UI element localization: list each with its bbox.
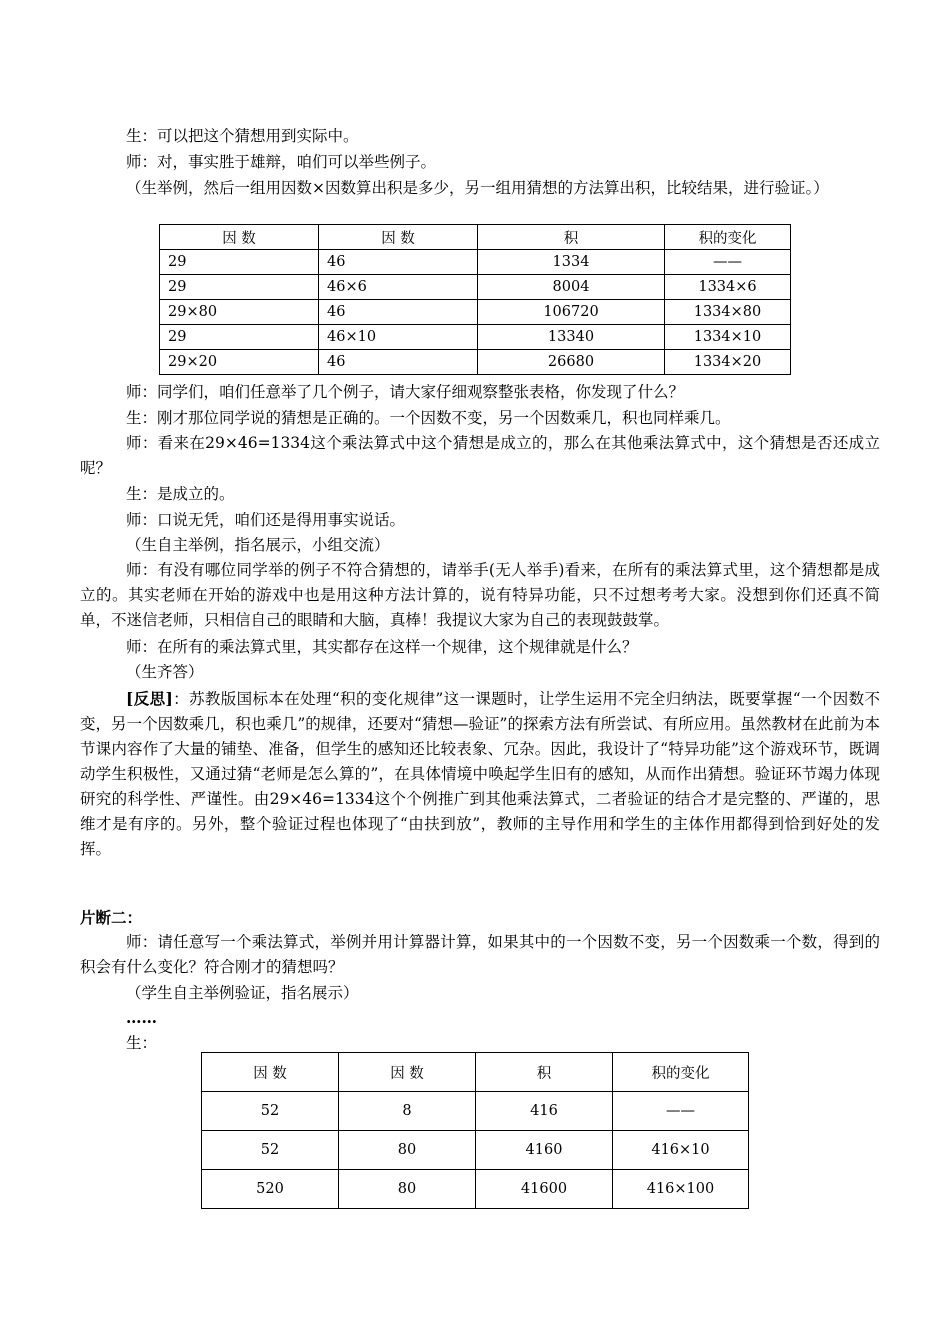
table-cell: 80 [339,1131,476,1170]
table-cell: 1334×10 [665,325,791,350]
table-cell: 106720 [478,300,665,325]
table-cell: 52 [202,1131,339,1170]
reflection-text: ：苏教版国标本在处理“积的变化规律”这一课题时，让学生运用不完全归纳法，既要掌握“一个因数不变，另一个因数乘几，积也乘几”的规律，还要对“猜想—验证”的探索方法有所尝试、有所应用。虽然教材在此前为本节课内容作了大量的铺垫、准备，但学生的感知还比较表象、冗杂。因此，我设计了“特异功能”这个游戏环节，既调动学生积极性，又通过猜“老师是怎么算的”，在具体情境中唤起学生旧有的感知，从而作出猜想。验证环节竭力体现研究的科学性、严谨性。由29×46=1334这个个例推广到其他乘法算式，二者验证的结合才是完整的、严谨的，思维才是有序的。另外，整个验证过程也体现了“由扶到放”，教师的主导作用和学生的主体作用都得到恰到好处的发挥。 [80,690,880,858]
reflection-label: [反思] [126,689,173,708]
table-1-header-cell: 因 数 [160,225,319,250]
table-1-header-cell: 因 数 [319,225,478,250]
table-row [160,350,791,375]
teacher-line-6: 师：在所有的乘法算式里，其实都存在这样一个规律，这个规律就是什么？ [126,638,638,656]
table-cell: 41600 [476,1170,613,1209]
student-line-1: 生：可以把这个猜想用到实际中。 [126,127,359,145]
table-cell: 1334 [478,250,665,275]
student-line-frag2: 生： [126,1034,158,1052]
teacher-line-5: 师：有没有哪位同学举的例子不符合猜想的，请举手(无人举手)看来，在所有的乘法算式里，这个猜想都是成立的。其实老师在开始的游戏中也是用这种方法计算的，说有特异功能，只不过想考考大家。没想到你们还真不简单，不迷信老师，只相信自己的眼睛和大脑，真棒！我提议大家为自己的表现鼓鼓掌。 [80,561,880,629]
table-cell: —— [613,1092,749,1131]
teacher-line-4: 师：口说无凭，咱们还是得用事实说话。 [126,511,406,529]
ellipsis: …… [126,1008,157,1027]
table-cell: 46×10 [319,325,478,350]
note-line-3: （生齐答） [126,663,204,681]
table-1-header-cell: 积 [478,225,665,250]
teacher-line-frag2: 师：请任意写一个乘法算式，举例并用计算器计算，如果其中的一个因数不变，另一个因数乘一个数，得到的积会有什么变化？符合刚才的猜想吗？ [80,933,880,976]
table-2-header-cell: 因 数 [202,1053,339,1092]
table-cell: 4160 [476,1131,613,1170]
table-cell: 80 [339,1170,476,1209]
table-cell: 29×80 [160,300,319,325]
table-cell: 29 [160,325,319,350]
teacher-line-3: 师：看来在29×46=1334这个乘法算式中这个猜想是成立的，那么在其他乘法算式中，这个猜想是否还成立呢？ [80,434,880,477]
table-1 [159,224,791,375]
fragment-2-heading: 片断二： [80,908,143,927]
teacher-line-1: 师：对，事实胜于雄辩，咱们可以举些例子。 [126,153,437,171]
note-line-frag2: （学生自主举例验证，指名展示） [126,984,359,1002]
table-cell: 13340 [478,325,665,350]
table-cell: 1334×20 [665,350,791,375]
table-cell: 26680 [478,350,665,375]
table-2-header [202,1053,749,1092]
table-cell: 416×10 [613,1131,749,1170]
table-cell: 46×6 [319,275,478,300]
table-cell: 46 [319,300,478,325]
table-row [160,250,791,275]
table-cell: 1334×80 [665,300,791,325]
table-cell: 1334×6 [665,275,791,300]
table-cell: —— [665,250,791,275]
table-row [160,300,791,325]
note-line-2: （生自主举例，指名展示，小组交流） [126,536,390,554]
table-1-header [160,225,791,250]
teacher-line-2: 师：同学们，咱们任意举了几个例子，请大家仔细观察整张表格，你发现了什么？ [126,383,685,401]
table-2-header-cell: 因 数 [339,1053,476,1092]
student-line-2: 生：刚才那位同学说的猜想是正确的。一个因数不变，另一个因数乘几，积也同样乘几。 [126,409,731,427]
note-line-1: （生举例，然后一组用因数×因数算出积是多少，另一组用猜想的方法算出积，比较结果，进行验证。） [126,179,829,197]
table-row [202,1092,749,1131]
table-row [202,1131,749,1170]
table-cell: 416×100 [613,1170,749,1209]
table-cell: 8004 [478,275,665,300]
table-cell: 8 [339,1092,476,1131]
table-cell: 52 [202,1092,339,1131]
table-2-header-cell: 积的变化 [613,1053,749,1092]
table-row [160,325,791,350]
table-2-header-cell: 积 [476,1053,613,1092]
table-cell: 416 [476,1092,613,1131]
table-2 [201,1052,749,1209]
table-cell: 29×20 [160,350,319,375]
table-cell: 520 [202,1170,339,1209]
reflection-paragraph [80,686,880,862]
table-row [202,1170,749,1209]
table-cell: 29 [160,250,319,275]
table-cell: 29 [160,275,319,300]
table-1-header-cell: 积的变化 [665,225,791,250]
table-cell: 46 [319,250,478,275]
table-row [160,275,791,300]
student-line-3: 生：是成立的。 [126,485,235,503]
table-cell: 46 [319,350,478,375]
